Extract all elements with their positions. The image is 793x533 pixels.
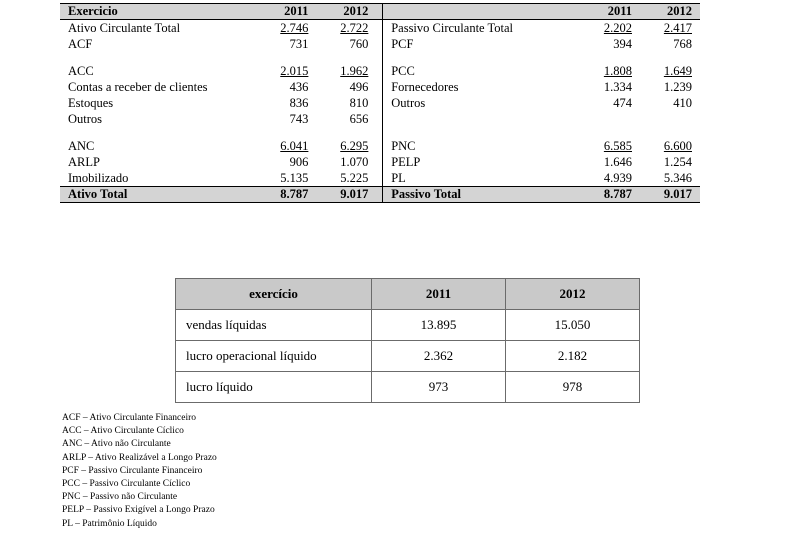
row-value-right-2012: 5.346 <box>663 171 692 185</box>
row-label-left: ARLP <box>68 155 100 169</box>
row-label-left: ACC <box>68 64 94 78</box>
balance-sheet-total-row <box>60 187 700 203</box>
row-value-right-2011: 1.808 <box>603 64 632 78</box>
results-table-wrapper <box>175 278 640 403</box>
table-row <box>60 95 700 111</box>
row-label-right: PELP <box>383 154 572 170</box>
legend-item: PCF – Passivo Circulante Financeiro <box>62 465 203 476</box>
results-header-2011: 2011 <box>372 279 506 310</box>
results-row-label: lucro líquido <box>176 372 372 403</box>
header-right-blank <box>383 4 572 20</box>
table-row <box>60 154 700 170</box>
row-value-right-2011 <box>572 111 632 127</box>
row-value-right-2012: 1.254 <box>663 155 692 169</box>
row-value-left-2012: 1.070 <box>340 155 369 169</box>
row-value-left-2012: 1.962 <box>340 64 369 78</box>
results-table <box>175 278 640 403</box>
results-row-value-2011: 13.895 <box>372 310 506 341</box>
row-label-right: PCC <box>383 63 572 79</box>
row-label-left: Imobilizado <box>68 171 129 185</box>
results-row-label: vendas líquidas <box>176 310 372 341</box>
row-value-right-2012: 6.600 <box>663 139 692 153</box>
total-ativo-2011: 8.787 <box>248 187 308 203</box>
row-value-right-2011: 1.334 <box>603 80 632 94</box>
results-row-value-2011: 973 <box>372 372 506 403</box>
row-value-right-2011: 1.646 <box>603 155 632 169</box>
balance-sheet <box>60 3 700 203</box>
table-row <box>176 372 640 403</box>
row-label-right: Fornecedores <box>383 79 572 95</box>
header-exercicio: Exercicio <box>60 4 248 20</box>
row-value-right-2011: 4.939 <box>603 171 632 185</box>
row-value-right-2011: 6.585 <box>603 139 632 153</box>
header-year-2011-left: 2011 <box>248 4 308 20</box>
row-value-left-2012: 760 <box>349 37 369 51</box>
row-value-right-2011: 394 <box>613 37 632 51</box>
results-row-value-2012: 978 <box>506 372 640 403</box>
row-label-right: PCF <box>383 36 572 52</box>
row-value-right-2012: 768 <box>673 37 692 51</box>
row-label-left: Ativo Circulante Total <box>68 21 181 35</box>
row-label-left: Contas a receber de clientes <box>68 80 208 94</box>
total-ativo-2012: 9.017 <box>308 187 376 203</box>
results-row-label: lucro operacional líquido <box>176 341 372 372</box>
results-row-value-2011: 2.362 <box>372 341 506 372</box>
row-value-right-2012: 1.649 <box>663 64 692 78</box>
table-row <box>60 138 700 154</box>
row-value-right-2012: 410 <box>673 96 692 110</box>
legend-item: ARLP – Ativo Realizável a Longo Prazo <box>62 452 217 463</box>
row-value-right-2011: 2.202 <box>603 21 632 35</box>
total-passivo-2012: 9.017 <box>632 187 700 203</box>
row-label-left: ANC <box>68 139 95 153</box>
results-row-value-2012: 15.050 <box>506 310 640 341</box>
balance-sheet-header-row <box>60 4 700 20</box>
table-row <box>60 111 700 127</box>
legend-item: ACC – Ativo Circulante Cíclico <box>62 426 184 437</box>
table-row <box>60 170 700 187</box>
row-value-left-2011: 906 <box>289 155 309 169</box>
total-passivo-label: Passivo Total <box>383 187 572 203</box>
row-label-left: ACF <box>68 37 93 51</box>
balance-sheet-spacer-row <box>60 52 700 63</box>
header-year-2012-right: 2012 <box>632 4 700 20</box>
legend-item: PELP – Passivo Exigível a Longo Prazo <box>62 505 215 516</box>
row-value-left-2012: 656 <box>349 112 369 126</box>
table-row <box>60 20 700 37</box>
table-row <box>60 63 700 79</box>
table-row <box>176 341 640 372</box>
balance-sheet-table <box>60 3 700 203</box>
legend-item: PNC – Passivo não Circulante <box>62 492 178 503</box>
results-header-2012: 2012 <box>506 279 640 310</box>
legend-item: PCC – Passivo Circulante Cíclico <box>62 479 191 490</box>
table-row <box>60 79 700 95</box>
row-label-right: PNC <box>383 138 572 154</box>
total-ativo-label: Ativo Total <box>60 187 248 203</box>
row-value-left-2012: 6.295 <box>340 139 369 153</box>
row-label-right: Outros <box>383 95 572 111</box>
total-passivo-2011: 8.787 <box>572 187 632 203</box>
row-value-left-2011: 5.135 <box>280 171 309 185</box>
results-header-row <box>176 279 640 310</box>
results-row-value-2012: 2.182 <box>506 341 640 372</box>
table-row <box>176 310 640 341</box>
legend-item: ACF – Ativo Circulante Financeiro <box>62 413 197 423</box>
row-value-left-2011: 743 <box>289 112 309 126</box>
row-value-left-2012: 810 <box>349 96 369 110</box>
row-label-right: PL <box>383 170 572 187</box>
row-value-left-2011: 6.041 <box>280 139 309 153</box>
row-value-left-2012: 496 <box>349 80 369 94</box>
row-value-right-2011: 474 <box>613 96 632 110</box>
row-value-left-2011: 2.746 <box>280 21 309 35</box>
legend <box>62 412 217 531</box>
row-label-right: Passivo Circulante Total <box>383 20 572 37</box>
table-row <box>60 36 700 52</box>
row-value-left-2012: 5.225 <box>340 171 369 185</box>
results-header-exercicio: exercício <box>176 279 372 310</box>
header-year-2012-left: 2012 <box>308 4 376 20</box>
legend-item: ANC – Ativo não Circulante <box>62 439 171 450</box>
legend-item: PL – Patrimônio Líquido <box>62 518 157 529</box>
row-value-left-2011: 836 <box>289 96 309 110</box>
row-label-left: Estoques <box>68 96 114 110</box>
row-value-left-2011: 731 <box>289 37 309 51</box>
row-value-right-2012: 1.239 <box>663 80 692 94</box>
row-value-left-2012: 2.722 <box>340 21 369 35</box>
balance-sheet-spacer-row <box>60 127 700 138</box>
row-label-left: Outros <box>68 112 103 126</box>
row-label-right <box>383 111 572 127</box>
header-year-2011-right: 2011 <box>572 4 632 20</box>
row-value-left-2011: 436 <box>289 80 309 94</box>
row-value-right-2012: 2.417 <box>663 21 692 35</box>
row-value-left-2011: 2.015 <box>280 64 309 78</box>
